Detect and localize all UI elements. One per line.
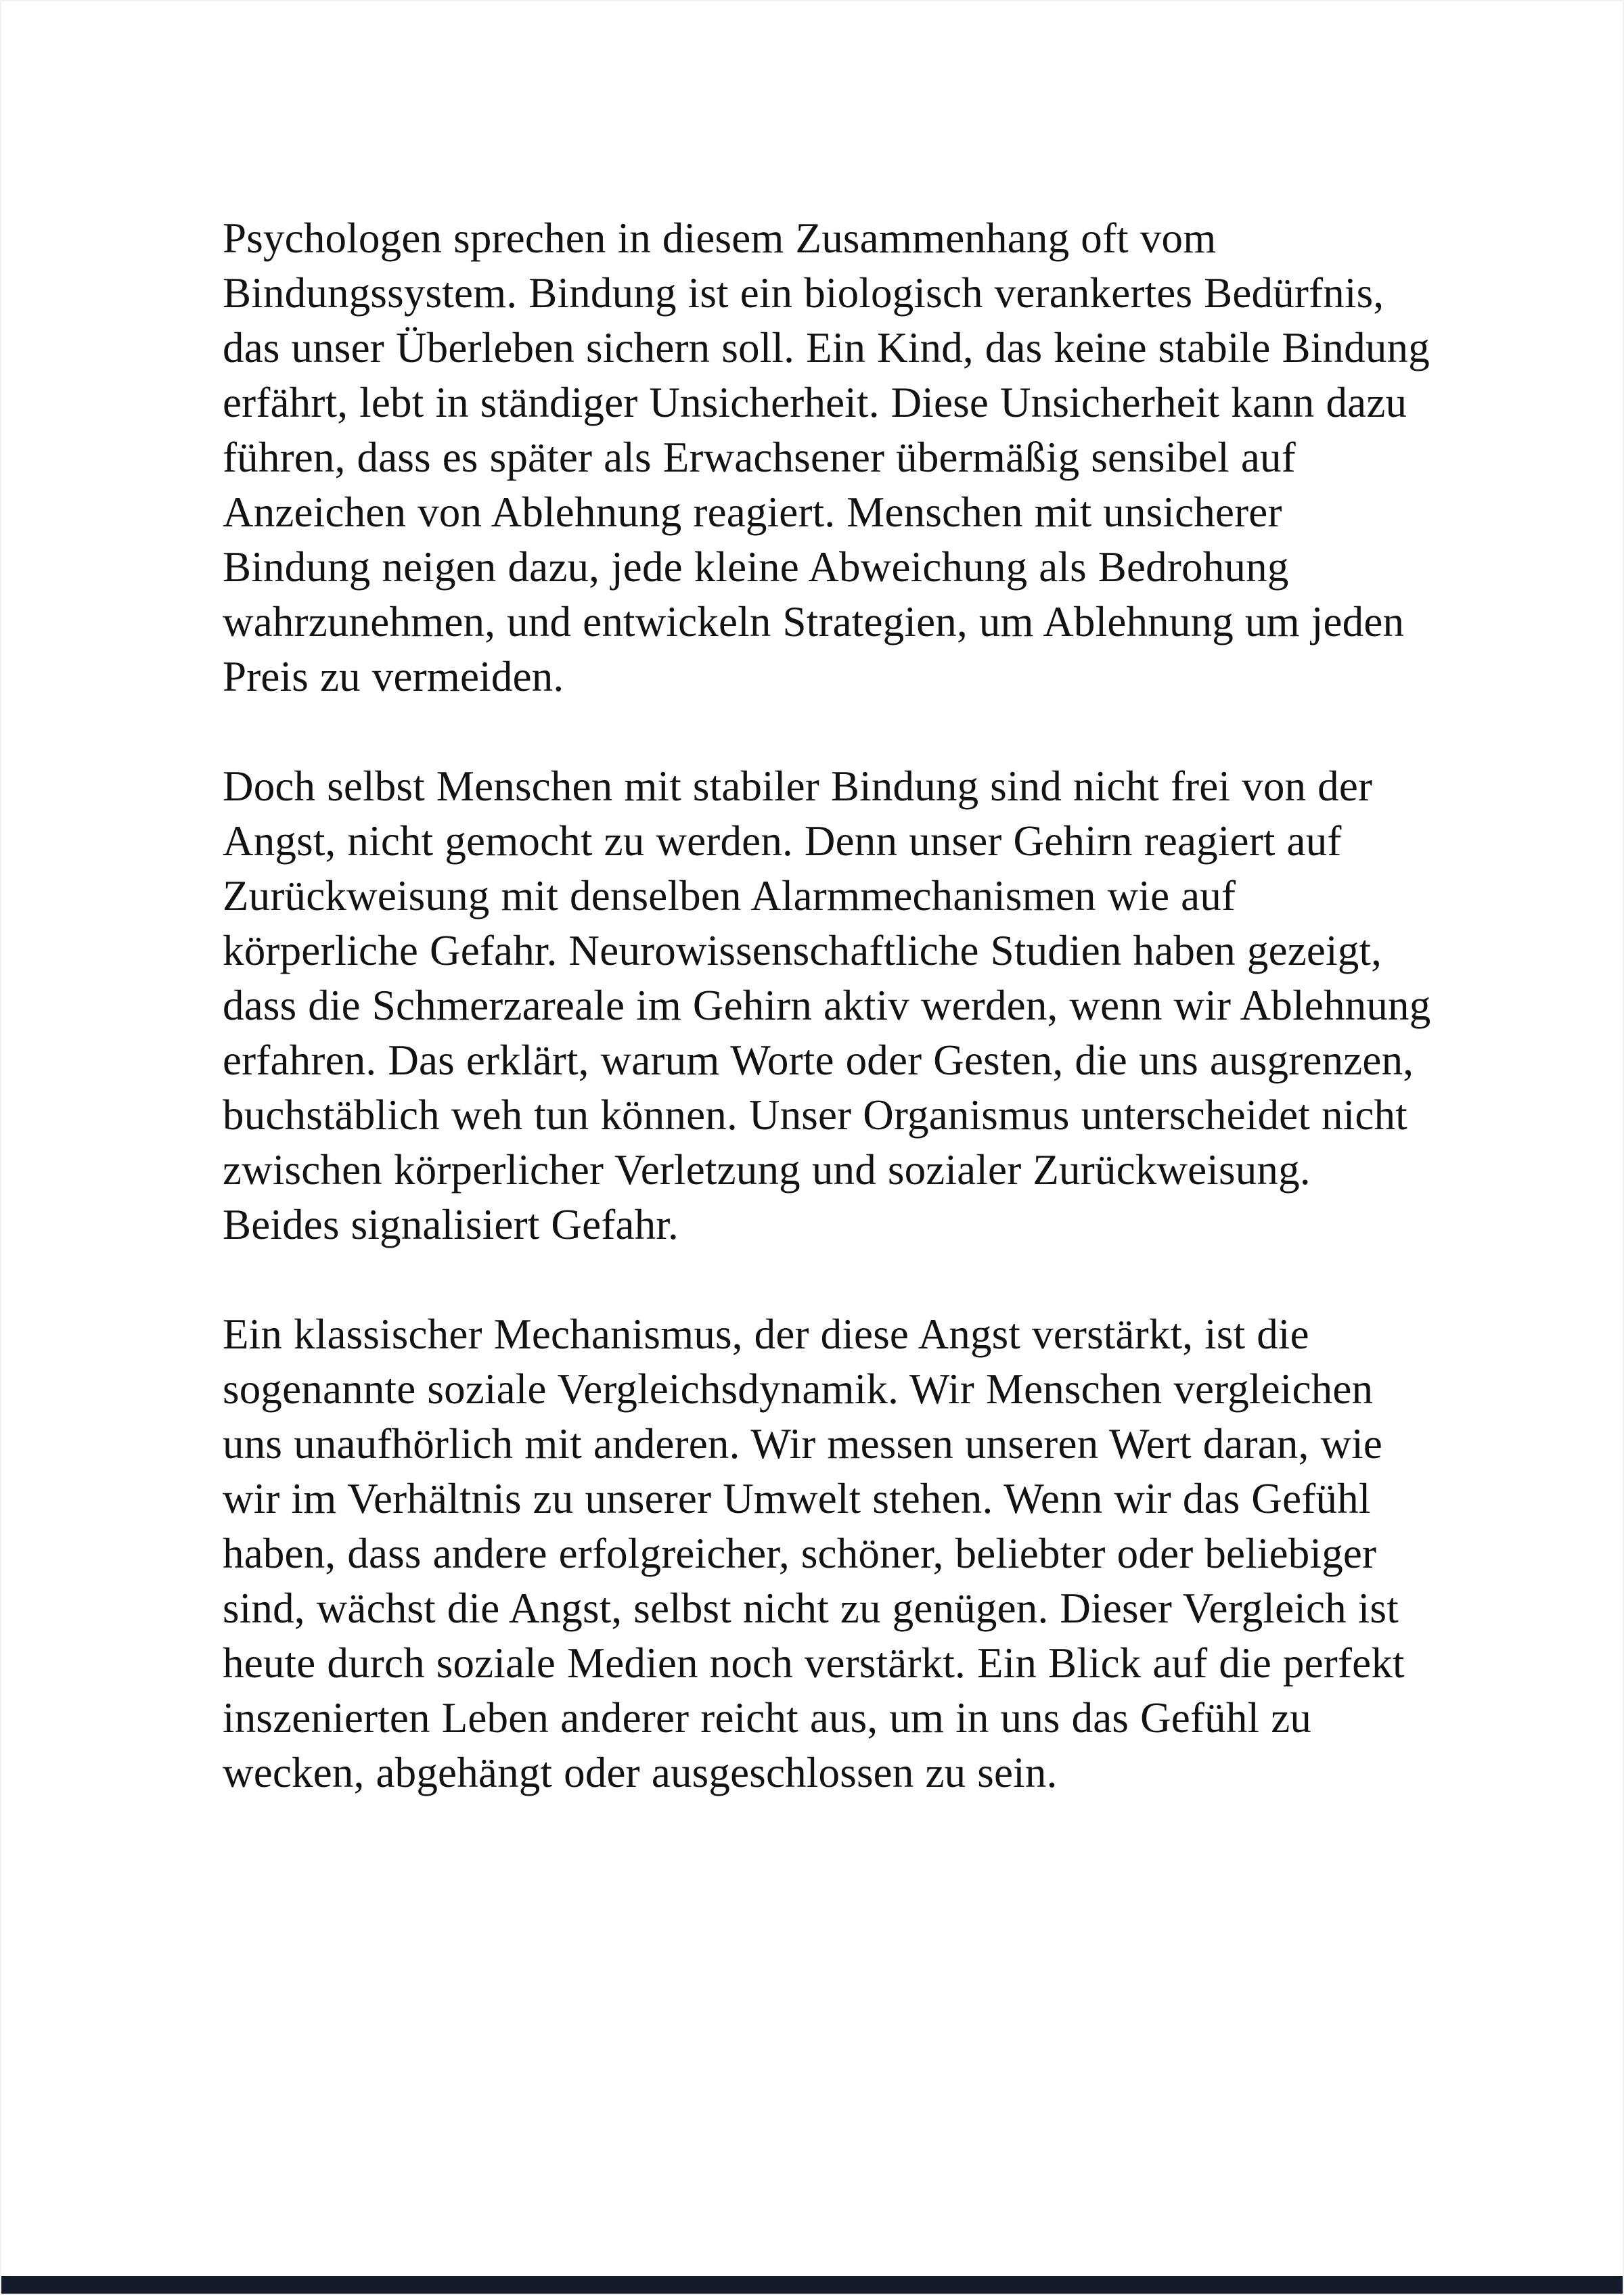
bottom-edge-bar xyxy=(1,2276,1623,2294)
text-column xyxy=(223,211,1434,1855)
paragraph-social-comparison: Ein klassischer Mechanismus, der diese Angst verstärkt, ist die sogenannte soziale Vergleichsdynamik. Wir Menschen vergleichen uns unaufhörlich mit anderen. Wir messen unseren Wert daran, wie wir im Verhältnis zu unserer Umwelt stehen. Wenn wir das Gefühl haben, dass andere erfolgreicher, schöner, beliebter oder beliebiger sind, wächst die Angst, selbst nicht zu genügen. Dieser Vergleich ist heute durch soziale Medien noch verstärkt. Ein Blick auf die perfekt inszenierten Leben anderer reicht aus, um in uns das Gefühl zu wecken, abgehängt oder ausgeschlossen zu sein. xyxy=(223,1311,1405,1796)
paragraph-attachment-system: Psychologen sprechen in diesem Zusammenhang oft vom Bindungssystem. Bindung ist ein biologisch verankertes Bedürfnis, das unser Überleben sichern soll. Ein Kind, das keine stabile Bindung erfährt, lebt in ständiger Unsicherheit. Diese Unsicherheit kann dazu führen, dass es später als Erwachsener übermäßig sensibel auf Anzeichen von Ablehnung reagiert. Menschen mit unsicherer Bindung neigen dazu, jede kleine Abweichung als Bedrohung wahrzunehmen, und entwickeln Strategien, um Ablehnung um jeden Preis zu vermeiden. xyxy=(223,214,1430,700)
paragraph-brain-rejection: Doch selbst Menschen mit stabiler Bindung sind nicht frei von der Angst, nicht gemocht zu werden. Denn unser Gehirn reagiert auf Zurückweisung mit denselben Alarmmechanismen wie auf körperliche Gefahr. Neurowissenschaftliche Studien haben gezeigt, dass die Schmerzareale im Gehirn aktiv werden, wenn wir Ablehnung erfahren. Das erklärt, warum Worte oder Gesten, die uns ausgrenzen, buchstäblich weh tun können. Unser Organismus unterscheidet nicht zwischen körperlicher Verletzung und sozialer Zurückweisung. Beides signalisiert Gefahr. xyxy=(223,763,1431,1248)
